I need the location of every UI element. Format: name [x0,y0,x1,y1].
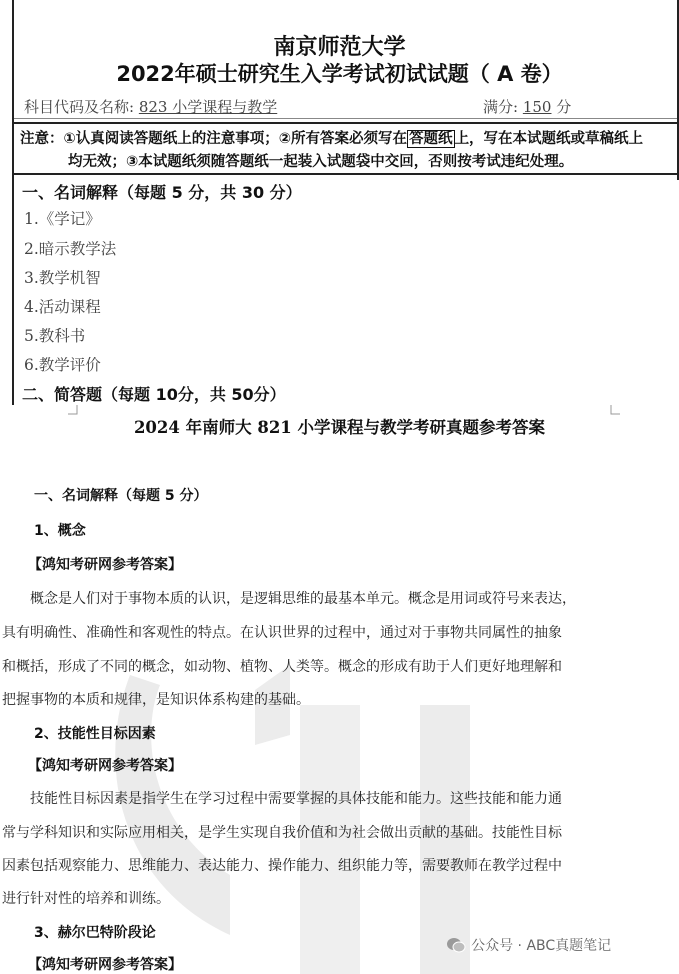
answer-paragraph-line: 常与学科知识和实际应用相关，是学生实现自我价值和为社会做出贡献的基础。技能性目标 [2,825,562,841]
exam-school-name: 南京师范大学 [273,35,406,60]
wechat-icon [446,937,466,953]
answer-paragraph-line: 和概括，形成了不同的概念，如动物、植物、人类等。概念的形成有助于人们更好地理解和 [2,659,562,675]
answer-item-heading: 2、技能性目标因素 [34,726,156,742]
term-item: 2.暗示教学法 [24,240,117,258]
notice-text-a: 注意：①认真阅读答题纸上的注意事项；②所有答案必须写在 [20,131,408,147]
term-item: 1.《学记》 [24,210,101,228]
subject-info [24,96,277,117]
notice-line-2: 均无效；③本试题纸须随答题纸一起装入试题袋中交回，否则按考试违纪处理。 [68,154,574,170]
answer-paragraph-line: 把握事物的本质和规律，是知识体系构建的基础。 [2,692,310,708]
notice-line-1 [20,127,643,148]
answer-source-label: 【鸿知考研网参考答案】 [28,957,182,973]
answer-paragraph-line: 因素包括观察能力、思维能力、表达能力、操作能力、组织能力等，需要教师在教学过程中 [2,858,562,874]
score-label: 满分: [483,98,519,116]
score-value: 150 [522,98,552,116]
answer-paragraph-line: 概念是人们对于事物本质的认识，是逻辑思维的最基本单元。概念是用词或符号来表达， [30,591,576,607]
subject-value: 823 小学课程与教学 [138,98,278,116]
section-1-heading: 一、名词解释（每题 5 分，共 30 分） [22,183,302,202]
info-underline [14,118,677,119]
answer-source-label: 【鸿知考研网参考答案】 [28,557,182,573]
term-item: 4.活动课程 [24,298,101,316]
answer-paragraph-line: 进行针对性的培养和训练。 [2,891,170,907]
answer-item-heading: 1、概念 [34,523,86,539]
answer-paragraph-line: 具有明确性、准确性和客观性的特点。在认识世界的过程中，通过对于事物共同属性的抽象 [2,625,562,641]
answer-item-heading: 3、赫尔巴特阶段论 [34,925,156,941]
score-info [483,96,571,117]
wechat-watermark [446,935,611,955]
answer-sheet-boxed-word: 答题纸 [409,131,453,147]
score-unit: 分 [556,98,572,116]
answer-source-label: 【鸿知考研网参考答案】 [28,758,182,774]
answer-section-heading: 一、名词解释（每题 5 分） [34,488,208,504]
exam-sheet [0,0,679,405]
section-2-heading: 二、简答题（每题 10分，共 50分） [22,385,286,404]
notice-top-border [14,122,677,124]
term-item: 6.教学评价 [24,356,101,374]
exam-title: 2022年硕士研究生入学考试初试试题（ A 卷） [116,62,563,86]
answer-paragraph-line: 技能性目标因素是指学生在学习过程中需要掌握的具体技能和能力。这些技能和能力通 [30,791,562,807]
watermark-text: 公众号 · ABC真题笔记 [471,938,612,954]
term-item: 3.教学机智 [24,269,101,287]
subject-label: 科目代码及名称: [24,98,135,116]
notice-text-b: 上，写在本试题纸或草稿纸上 [454,131,644,147]
term-item: 5.教科书 [24,327,86,345]
answer-document [0,405,679,974]
answer-doc-title: 2024 年南师大 821 小学课程与教学考研真题参考答案 [133,418,546,437]
notice-bottom-border [14,173,677,175]
